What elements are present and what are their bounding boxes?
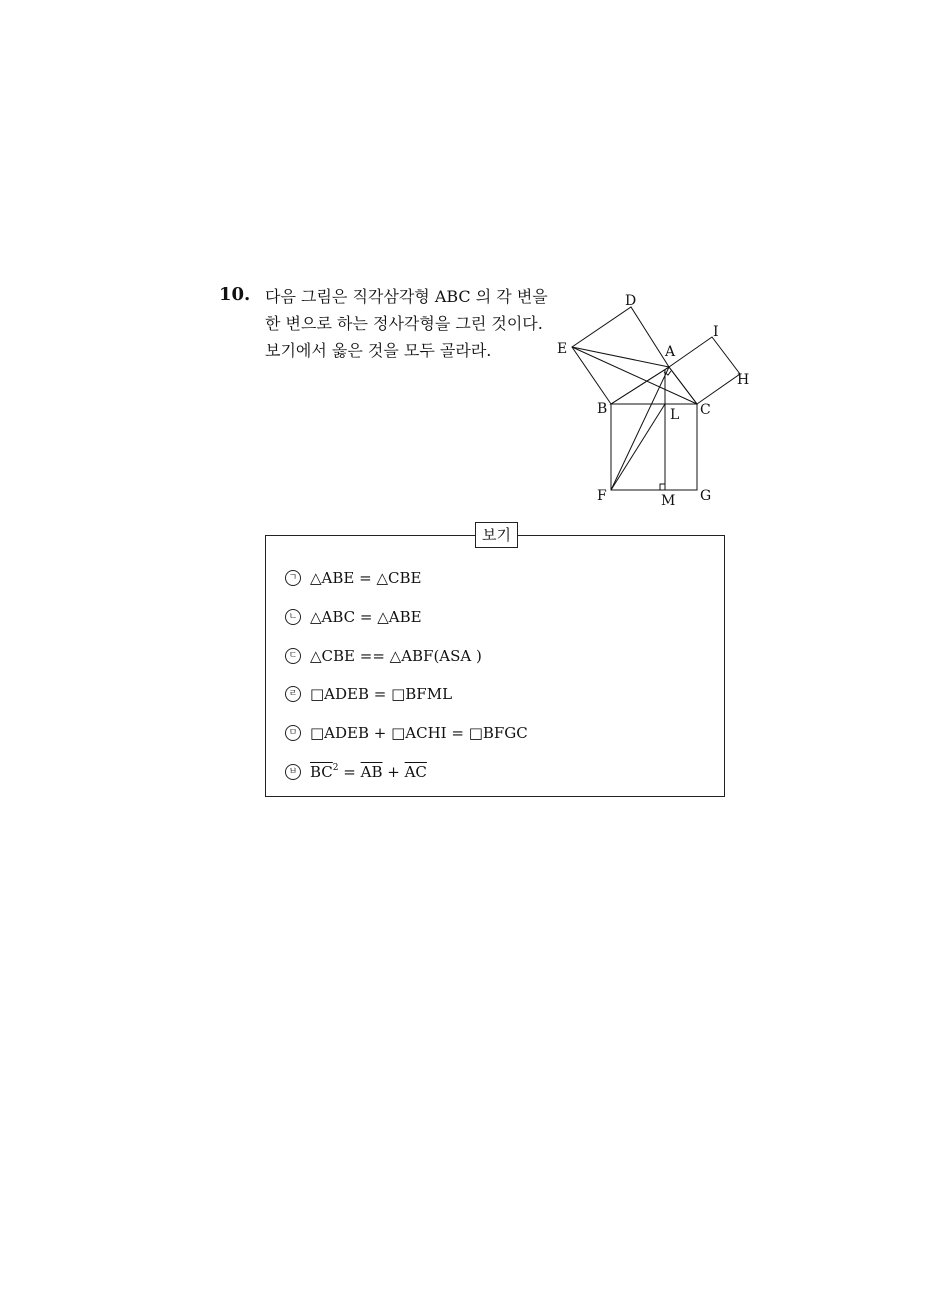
exponent: 2 xyxy=(332,763,339,773)
bogi-item-2 xyxy=(285,606,422,628)
item-marker: ㄱ xyxy=(285,570,301,586)
item-marker: ㄴ xyxy=(285,609,301,625)
equals-sign: = xyxy=(338,763,361,781)
label-m: M xyxy=(661,493,676,509)
item-text: □ADEB = □BFML xyxy=(310,685,453,703)
segment-ec xyxy=(572,347,697,404)
label-d: D xyxy=(625,293,637,309)
item-marker: ㄷ xyxy=(285,648,301,664)
geometry-figure xyxy=(548,286,758,516)
question-line-3: 보기에서 옳은 것을 모두 골라라. xyxy=(265,341,492,360)
item-text: □ADEB + □ACHI = □BFGC xyxy=(310,724,528,742)
question-line-1: 다음 그림은 직각삼각형 ABC 의 각 변을 xyxy=(265,287,548,306)
label-i: I xyxy=(713,324,719,340)
item-marker: ㄹ xyxy=(285,686,301,702)
right-angle-mark-m xyxy=(660,484,665,490)
label-e: E xyxy=(557,341,568,357)
item-text: △CBE == △ABF(ASA ) xyxy=(310,647,482,665)
square-achi xyxy=(669,337,740,404)
label-c: C xyxy=(700,402,711,418)
label-g: G xyxy=(700,488,712,504)
bogi-item-1 xyxy=(285,567,421,589)
plus-sign: + xyxy=(382,763,405,781)
item-text: △ABE = △CBE xyxy=(310,569,422,587)
label-l: L xyxy=(670,407,680,423)
question-number: 10. xyxy=(219,284,251,305)
segment-bc: $\overline{BC}$ xyxy=(310,763,333,781)
item-marker: ㅁ xyxy=(285,725,301,741)
pythagoras-diagram xyxy=(548,286,758,516)
question-text xyxy=(265,283,548,364)
bogi-item-6 xyxy=(285,761,427,783)
segment-ac: $\overline{AC}$ xyxy=(404,763,427,781)
square-bfgc xyxy=(611,404,697,490)
label-h: H xyxy=(737,372,750,388)
item-formula xyxy=(310,763,427,781)
label-b: B xyxy=(597,401,608,417)
label-f: F xyxy=(597,488,607,504)
bogi-title: 보기 xyxy=(475,522,518,548)
square-adeb xyxy=(572,307,669,404)
bogi-item-4 xyxy=(285,683,452,705)
segment-ea xyxy=(572,347,669,367)
question-line-2: 한 변으로 하는 정사각형을 그린 것이다. xyxy=(265,314,543,333)
item-marker: ㅂ xyxy=(285,764,301,780)
label-a: A xyxy=(665,344,676,360)
segment-ab: $\overline{AB}$ xyxy=(360,763,383,781)
item-text: △ABC = △ABE xyxy=(310,608,422,626)
bogi-item-3 xyxy=(285,645,482,667)
segment-fl xyxy=(611,404,665,490)
bogi-item-5 xyxy=(285,722,528,744)
